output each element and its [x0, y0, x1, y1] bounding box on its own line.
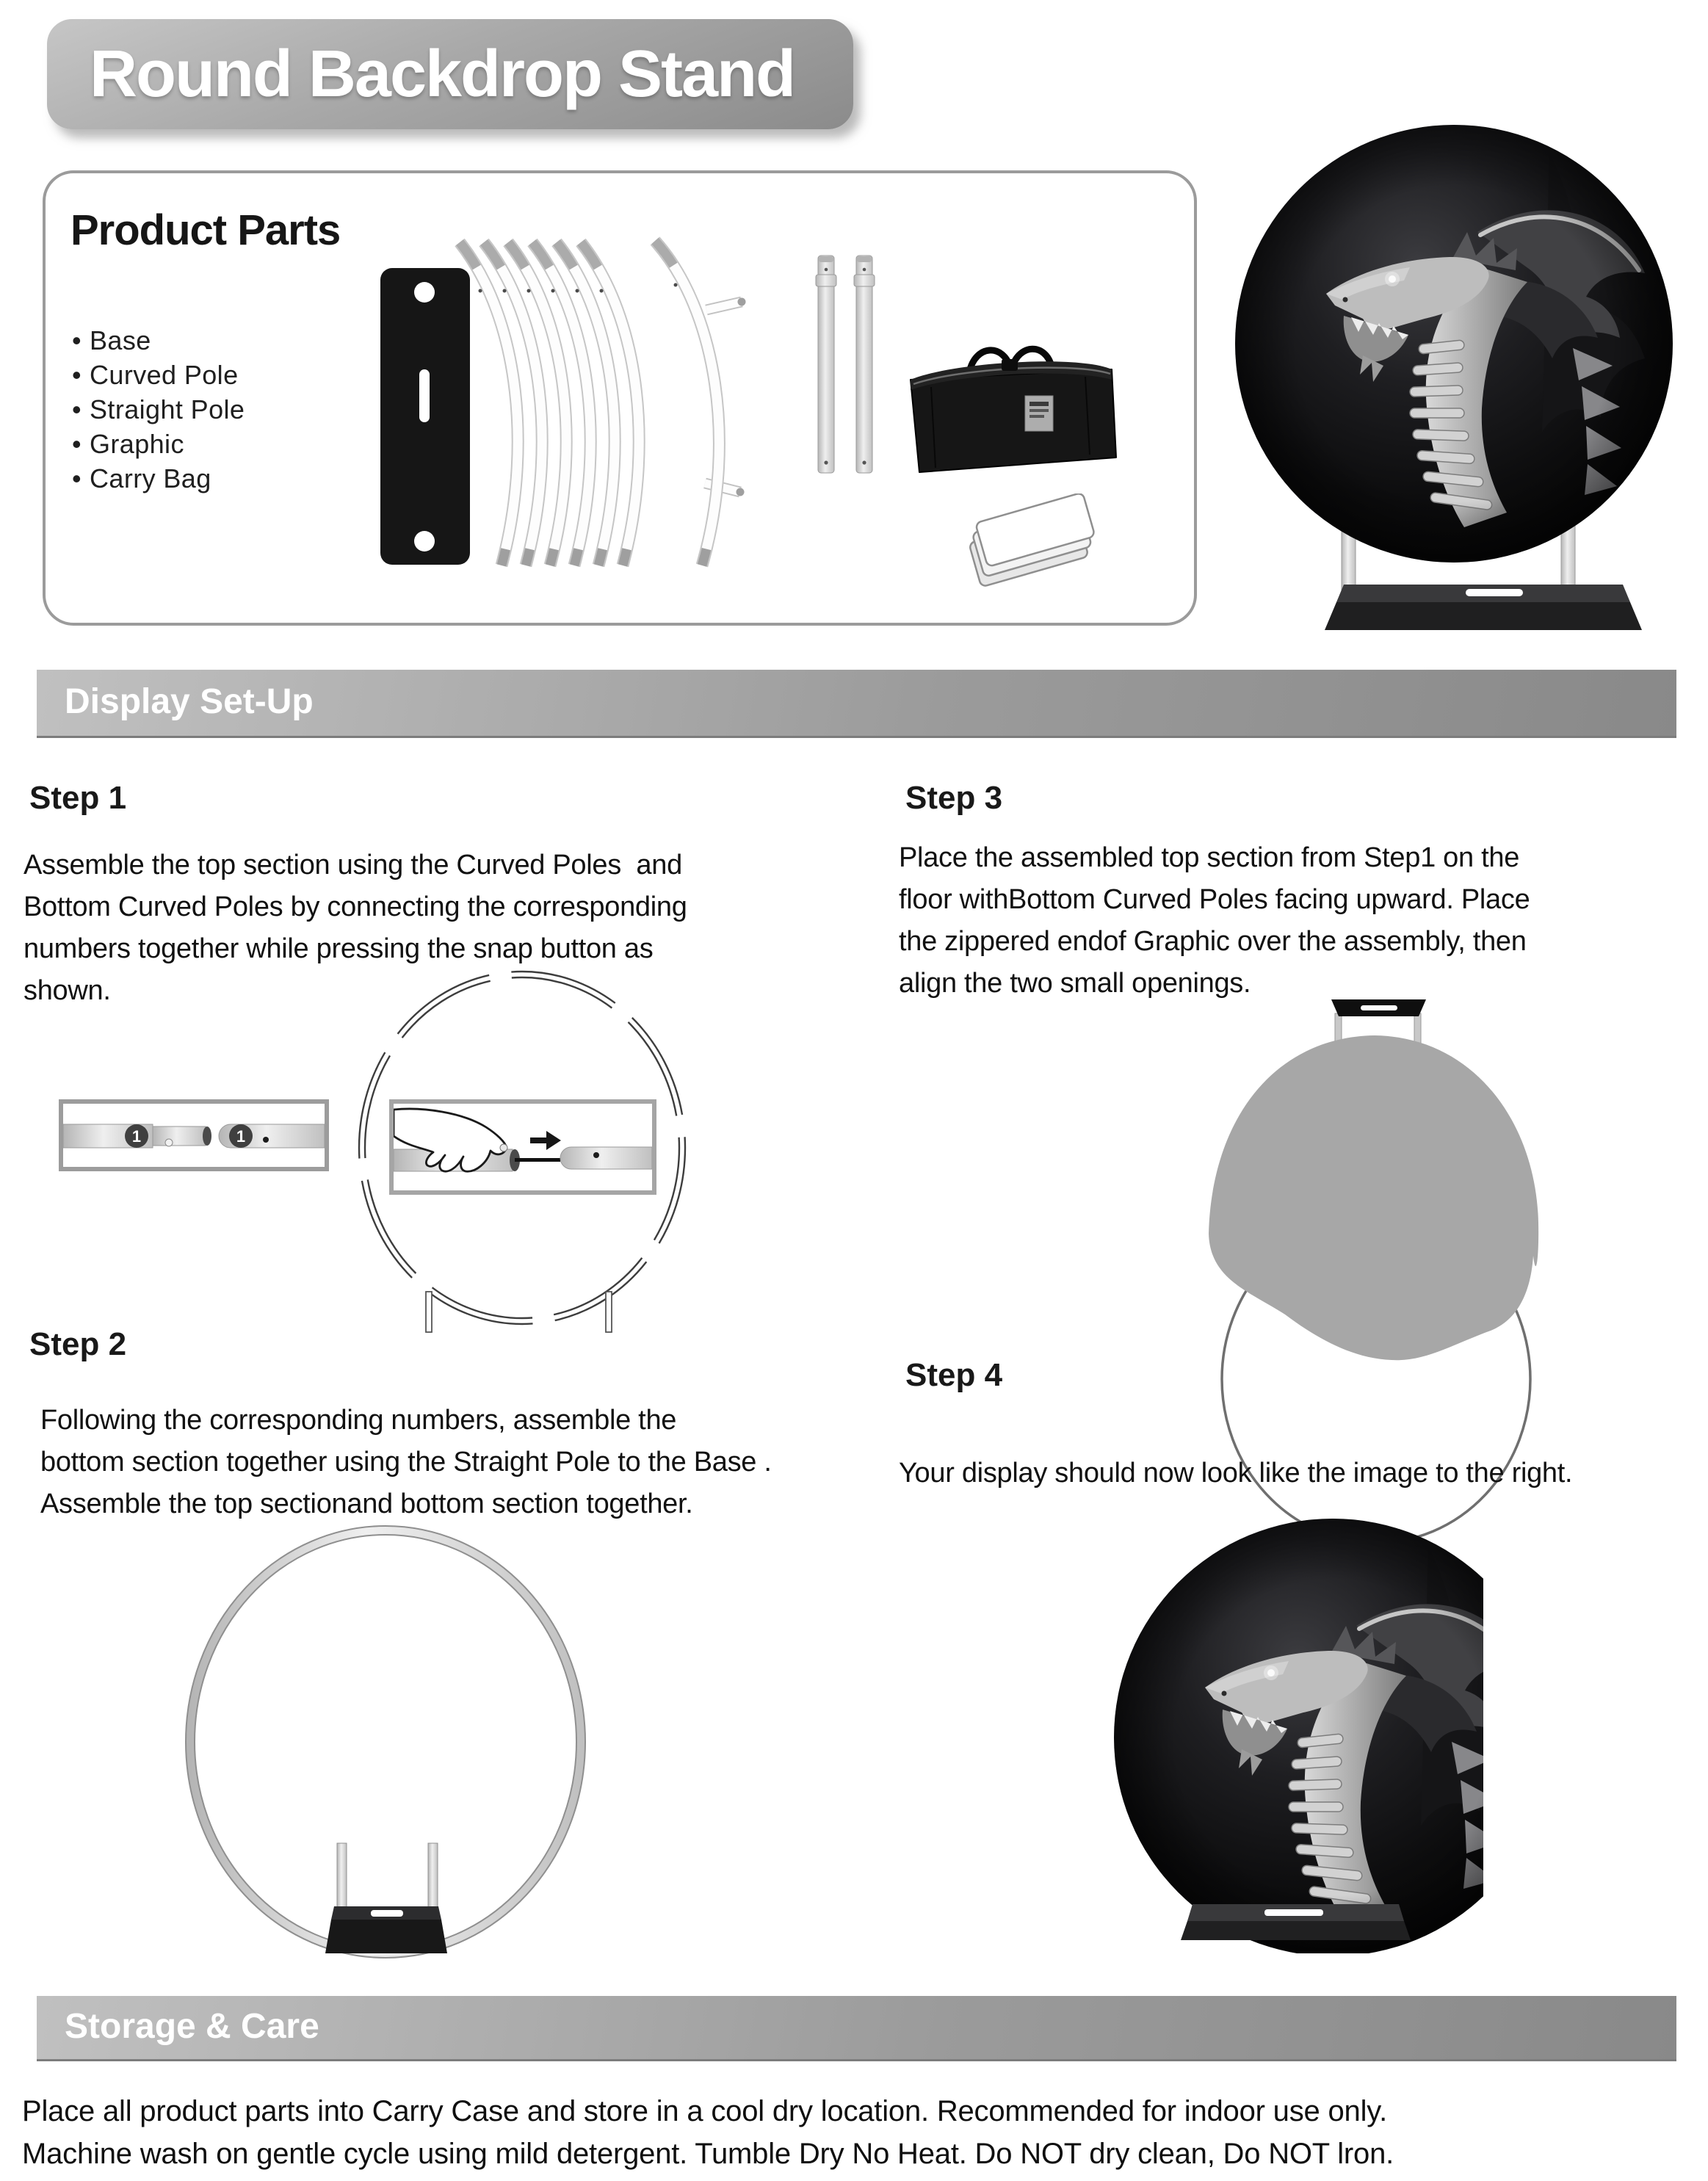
list-item	[72, 392, 245, 427]
graphic-folded-illustration	[951, 493, 1116, 600]
dragon-graphic	[1114, 1519, 1483, 1953]
list-item	[72, 461, 245, 496]
snap-hole	[263, 1137, 269, 1143]
badge-number: 1	[131, 1127, 142, 1146]
badge-number: 1	[236, 1127, 246, 1146]
bag-label	[1025, 396, 1053, 431]
straight-poles-illustration	[812, 250, 886, 485]
section-title: Storage & Care	[65, 2007, 319, 2046]
snap-button	[500, 1144, 507, 1151]
snap-hole	[593, 1152, 599, 1158]
list-item	[72, 427, 245, 461]
part-label: Straight Pole	[90, 394, 245, 424]
dragon-graphic	[1235, 125, 1673, 563]
storage-care-text: Place all product parts into Carry Case and store in a cool dry location. Recommended for indoor use only. Machine wash on gentle cycle using mild detergent. Tumble Dry No Heat. Do NOT dry clean, Do NOT lron.	[22, 2095, 1394, 2170]
base-hole	[414, 531, 435, 551]
bullet-icon: •	[72, 429, 82, 459]
base-slot	[419, 369, 430, 422]
product-parts-list	[72, 323, 245, 496]
snap-button-diagram	[389, 1099, 656, 1195]
stand-pole	[428, 1843, 438, 1911]
section-banner-storage-care	[37, 1996, 1676, 2061]
stand-pole	[337, 1843, 347, 1911]
part-label: Graphic	[90, 429, 184, 459]
list-item	[72, 323, 245, 358]
step3-heading: Step 3	[905, 780, 1003, 816]
part-label: Carry Bag	[90, 463, 211, 493]
part-label: Curved Pole	[90, 360, 239, 390]
bullet-icon: •	[72, 463, 82, 493]
frame-leg	[426, 1292, 432, 1332]
finished-display-photo	[1101, 1513, 1483, 1953]
base-hole	[414, 282, 435, 303]
section-banner-display-setup	[37, 670, 1676, 738]
step4-text: Your display should now look like the image to the right.	[899, 1458, 1573, 1489]
list-item	[72, 358, 245, 392]
bullet-icon: •	[72, 360, 82, 390]
bullet-icon: •	[72, 325, 82, 355]
assembled-frame-diagram	[176, 1520, 602, 1964]
curved-poles-illustration	[448, 234, 778, 579]
step3-text: Place the assembled top section from Step1 on the floor withBottom Curved Poles facing upward. Place the zippered endof Graphic over the assembly, then align the two small openings.	[899, 842, 1530, 999]
step1-text: Assemble the top section using the Curved Poles and Bottom Curved Poles by connecting the corresponding numbers together while pressing the snap button as shown.	[23, 850, 687, 1006]
snap-button	[165, 1139, 173, 1146]
product-photo-dragon-display	[1219, 110, 1704, 636]
bullet-icon: •	[72, 394, 82, 424]
part-label: Base	[90, 325, 151, 355]
step2-text: Following the corresponding numbers, assemble the bottom section together using the Straight Pole to the Base . Assemble the top sectionand bottom section together.	[40, 1405, 772, 1519]
page-title: Round Backdrop Stand	[90, 37, 795, 111]
section-title: Display Set-Up	[65, 682, 314, 721]
pole-connection-diagram	[59, 1099, 329, 1171]
step2-heading: Step 2	[29, 1326, 127, 1362]
carry-bag-illustration	[902, 334, 1126, 496]
title-banner	[47, 19, 853, 129]
arrow-right-icon	[530, 1131, 561, 1150]
product-parts-heading: Product Parts	[70, 206, 341, 254]
step1-heading: Step 1	[29, 780, 127, 816]
frame-leg	[606, 1292, 612, 1332]
step4-heading: Step 4	[905, 1357, 1003, 1393]
